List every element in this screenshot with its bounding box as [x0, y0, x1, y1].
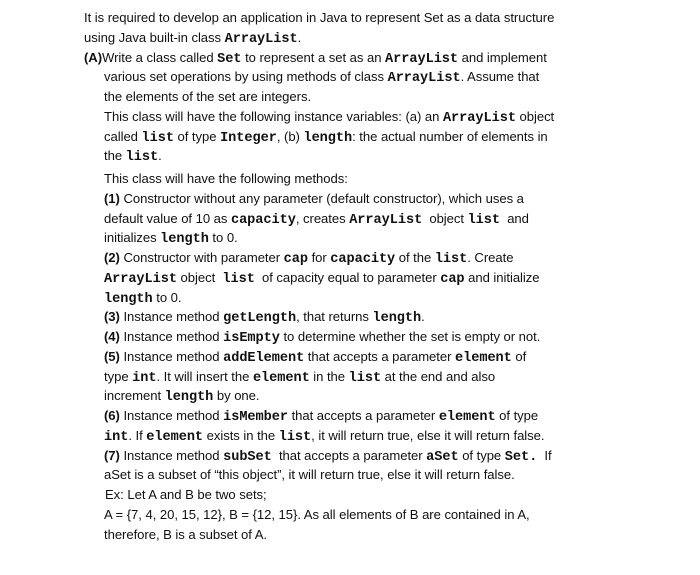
- code-term: ArrayList: [224, 31, 298, 47]
- code-term: list: [278, 429, 312, 445]
- code-term: ArrayList: [442, 110, 516, 126]
- text-segment: of the: [395, 250, 435, 265]
- text-segment: object: [515, 108, 555, 124]
- code-term: addElement: [223, 350, 305, 366]
- code-term: capacity: [330, 252, 396, 267]
- text-segment: by one.: [213, 388, 260, 404]
- text-segment: using Java built-in class: [84, 29, 225, 45]
- code-term: aSet: [426, 449, 459, 465]
- text-line: [84, 28, 624, 48]
- text-line: [84, 248, 624, 268]
- text-line: [84, 446, 624, 466]
- item-label: (A): [84, 49, 103, 65]
- code-term: Integer: [220, 130, 277, 146]
- code-term: getLength: [223, 311, 297, 327]
- text-line: [84, 209, 624, 229]
- text-segment: type: [104, 368, 133, 384]
- text-segment: to determine whether the set is empty or not.: [279, 329, 541, 344]
- text-segment: .: [297, 29, 302, 45]
- text-segment: Instance method: [119, 329, 224, 344]
- text-segment: and initialize: [464, 269, 540, 285]
- item-label: (1): [104, 190, 120, 206]
- item-label: (3): [104, 309, 120, 325]
- text-segment: that accepts a parameter: [287, 408, 439, 423]
- code-term: list: [222, 271, 255, 287]
- text-segment: and: [500, 210, 529, 226]
- text-segment: of: [511, 348, 527, 364]
- code-term: element: [146, 429, 204, 445]
- text-segment: , that returns: [296, 309, 373, 325]
- text-segment: default value of 10 as: [104, 210, 231, 226]
- text-segment: Instance method: [119, 309, 224, 325]
- text-line: [84, 107, 624, 127]
- code-term: int: [104, 429, 129, 445]
- text-segment: object: [422, 210, 468, 226]
- code-term: isEmpty: [223, 331, 280, 346]
- code-term: cap: [283, 252, 308, 267]
- item-label: (6): [104, 408, 120, 423]
- text-segment: the elements of the set are integers.: [104, 89, 312, 104]
- text-segment: aSet is a subset of “this object”, it will return true, else it will return false.: [104, 467, 515, 483]
- text-segment: and implement: [458, 49, 547, 65]
- text-segment: called: [104, 128, 142, 144]
- text-line: [84, 386, 624, 406]
- text-line: [84, 67, 624, 87]
- text-segment: . It will insert the: [156, 368, 253, 384]
- code-term: ArrayList: [387, 71, 461, 87]
- text-line: [84, 48, 624, 68]
- code-term: list: [141, 130, 174, 146]
- text-segment: of capacity equal to parameter: [254, 269, 441, 285]
- text-segment: of type: [173, 128, 221, 144]
- text-segment: at the end and also: [381, 368, 496, 384]
- code-term: element: [455, 350, 512, 366]
- code-term: Set.: [504, 449, 538, 465]
- text-segment: It is required to develop an application in Java to represent Set as a data structure: [84, 10, 555, 25]
- text-line: [84, 307, 624, 327]
- text-line: [84, 87, 624, 107]
- code-term: isMember: [223, 410, 288, 425]
- text-segment: , it will return true, else it will return false.: [311, 427, 545, 443]
- text-line: [84, 189, 624, 209]
- text-segment: object: [176, 269, 223, 285]
- text-line: [84, 327, 624, 347]
- text-segment: . If: [128, 427, 147, 443]
- text-segment: that accepts a parameter: [271, 447, 427, 463]
- code-term: element: [252, 370, 310, 386]
- text-line: [84, 367, 624, 387]
- text-segment: increment: [104, 388, 165, 404]
- code-term: ArrayList: [385, 51, 459, 67]
- text-segment: .: [421, 309, 425, 325]
- text-segment: to 0.: [152, 289, 182, 305]
- code-term: subSet: [223, 449, 272, 465]
- text-segment: A = {7, 4, 20, 15, 12}, B = {12, 15}. As all elements of B are contained in A,: [104, 506, 530, 522]
- code-term: list: [125, 150, 159, 166]
- text-line: [84, 426, 624, 446]
- text-segment: various set operations by using methods of class: [104, 69, 388, 85]
- code-term: list: [348, 370, 382, 386]
- text-segment: . Assume that: [460, 69, 540, 85]
- text-segment: . Create: [467, 250, 514, 265]
- text-segment: to 0.: [208, 230, 238, 246]
- text-line: [84, 8, 624, 28]
- text-segment: to represent a set as an: [241, 49, 386, 65]
- code-term: capacity: [230, 212, 296, 228]
- code-term: length: [104, 291, 153, 307]
- text-line: [84, 146, 624, 166]
- code-term: list: [434, 252, 468, 267]
- text-segment: Instance method: [119, 447, 224, 463]
- code-term: length: [303, 130, 353, 146]
- text-segment: , creates: [295, 210, 350, 226]
- text-line: [84, 406, 624, 426]
- code-term: list: [467, 212, 501, 228]
- text-segment: therefore, B is a subset of A.: [104, 526, 267, 542]
- text-segment: in the: [309, 368, 349, 384]
- text-segment: This class will have the following instance variables: (a) an: [104, 108, 443, 124]
- text-segment: of type: [458, 447, 505, 463]
- text-segment: of type: [495, 408, 539, 423]
- text-segment: initializes: [104, 230, 161, 246]
- text-segment: Write a class called: [102, 49, 218, 65]
- text-segment: that accepts a parameter: [304, 348, 456, 364]
- text-segment: .: [158, 148, 162, 164]
- code-term: length: [372, 311, 422, 327]
- item-label: (5): [104, 348, 120, 364]
- text-line: [84, 288, 624, 308]
- text-segment: , (b): [276, 128, 304, 144]
- text-segment: the: [104, 148, 126, 164]
- item-label: (4): [104, 329, 120, 344]
- text-segment: Ex: Let A and B be two sets;: [105, 487, 267, 502]
- text-line: [84, 465, 624, 485]
- code-term: element: [438, 410, 496, 425]
- code-term: length: [164, 390, 214, 406]
- code-term: ArrayList: [349, 212, 423, 228]
- item-label: (7): [104, 447, 120, 463]
- text-segment: If: [537, 447, 552, 463]
- text-line: [84, 525, 624, 545]
- code-term: int: [132, 370, 157, 386]
- text-segment: This class will have the following methods:: [104, 171, 348, 186]
- text-segment: : the actual number of elements in: [352, 128, 548, 144]
- text-segment: Instance method: [119, 348, 224, 364]
- code-term: ArrayList: [104, 271, 177, 287]
- text-segment: Constructor with parameter: [119, 250, 284, 265]
- text-line: [84, 228, 624, 248]
- text-line: [84, 268, 624, 288]
- code-term: Set: [217, 51, 242, 67]
- text-segment: Instance method: [119, 408, 224, 423]
- document-body: [84, 8, 624, 544]
- text-segment: exists in the: [203, 427, 279, 443]
- text-line: [84, 127, 624, 147]
- text-segment: for: [307, 250, 331, 265]
- text-line: [84, 169, 624, 189]
- text-line: [84, 485, 624, 505]
- code-term: length: [160, 232, 209, 248]
- text-line: [84, 347, 624, 367]
- code-term: cap: [440, 271, 465, 287]
- text-segment: Constructor without any parameter (default constructor), which uses a: [119, 190, 524, 206]
- text-line: [84, 505, 624, 525]
- item-label: (2): [104, 250, 120, 265]
